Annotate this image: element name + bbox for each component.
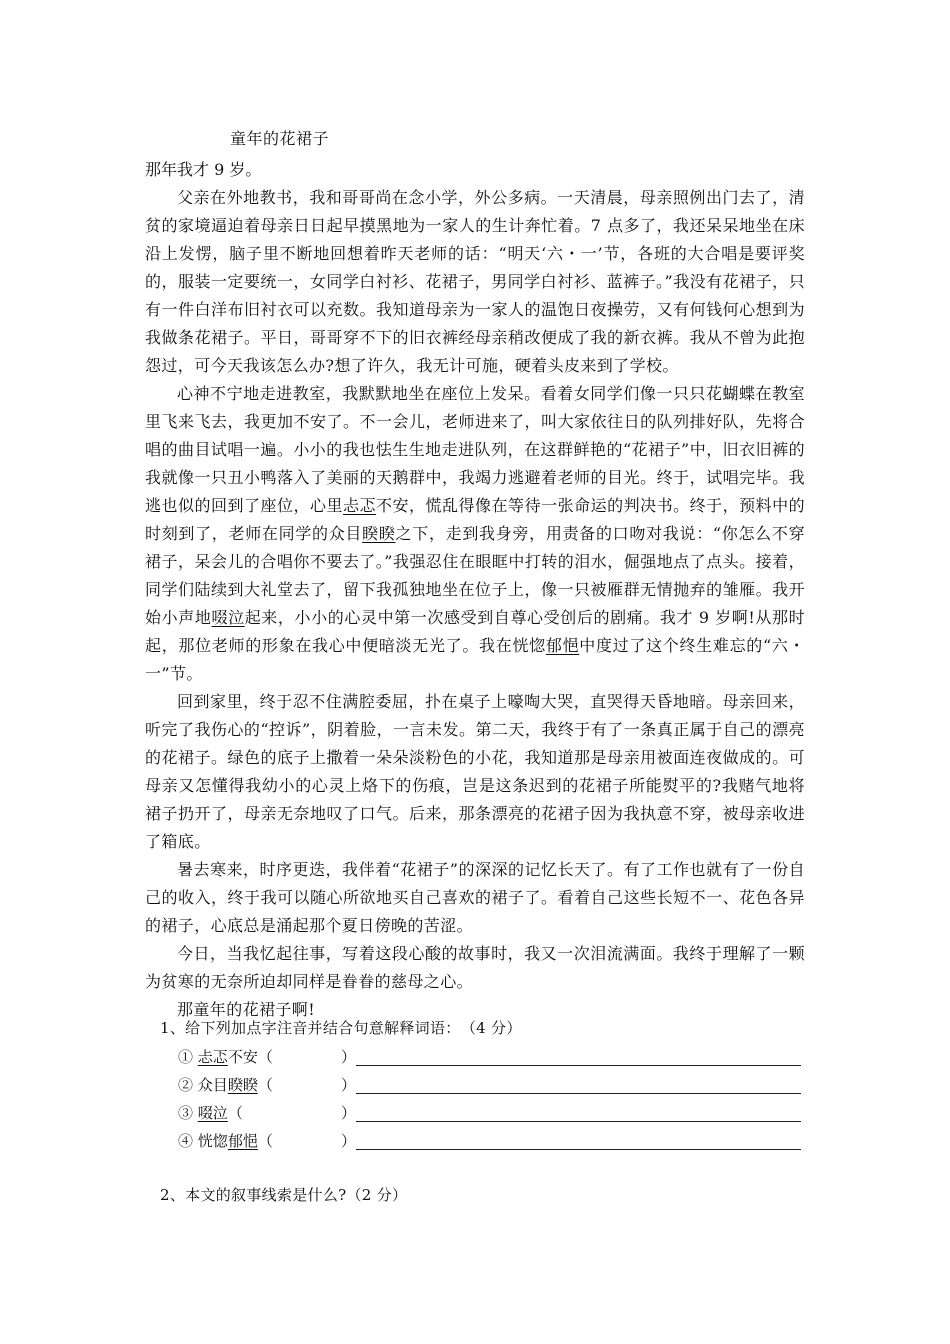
answer-line[interactable] [356, 1149, 801, 1150]
paragraph-text: 父亲在外地教书，我和哥哥尚在念小学，外公多病。一天清晨，母亲照例出门去了，清贫的家境逼迫着母亲日日起早摸黑地为一家人的生计奔忙着。7 点多了，我还呆呆地坐在床沿上发愣，脑子里不断地回想着昨天老师的话：“明天‘六・一’节，各班的大合唱是要评奖的，服装一定要统一，女同学白衬衫、花裙子，男同学白衬衫、蓝裤子。”我没有花裙子，只有一件白洋布旧衬衣可以充数。我知道母亲为一家人的温饱日夜操劳，又有何钱何心想到为我做条花裙子。平日，哥哥穿不下的旧衣裤经母亲稍改便成了我的新衣裤。我从不曾为此抱怨过，可今天我该怎么办?想了许久，我无计可施，硬着头皮来到了学校。 [145, 188, 805, 375]
article-paragraph [145, 380, 805, 688]
answer-line[interactable] [356, 1093, 801, 1094]
paragraph-text: 暑去寒来，时序更迭，我伴着“花裙子”的深深的记忆长天了。有了工作也就有了一份自己的收入，终于我可以随心所欲地买自己喜欢的裙子了。看着自己这些长短不一、花色各异的裙子，心底总是涌起那个夏日傍晚的苦涩。 [145, 860, 805, 935]
close-paren: ） [341, 1132, 357, 1150]
article-paragraph [145, 688, 805, 856]
dotted-word: 忐忑 [197, 1048, 228, 1066]
answer-line[interactable] [356, 1065, 801, 1066]
dotted-word: 啜泣 [197, 1104, 228, 1122]
opening-line: 那年我才 9 岁。 [145, 160, 262, 179]
underlined-word: 睽睽 [362, 524, 396, 543]
article-paragraph [145, 184, 805, 380]
paragraph-text: 回到家里，终于忍不住满腔委屈，扑在桌子上嚎啕大哭，直哭得天昏地暗。母亲回来，听完了我伤心的“控诉”，阴着脸，一言未发。第二天，我终于有了一条真正属于自己的漂亮的花裙子。绿色的底子上撒着一朵朵淡粉色的小花，我知道那是母亲用被面连夜做成的。可母亲又怎懂得我幼小的心灵上烙下的伤痕，岂是这条迟到的花裙子所能熨平的?我赌气地将裙子扔开了，母亲无奈地叹了口气。后来，那条漂亮的花裙子因为我执意不穿，被母亲收进了箱底。 [145, 692, 805, 851]
article-paragraph [145, 940, 805, 996]
paragraph-text: 起来，小小的心灵中第一次感受到自尊心受创后的剧痛。我才 9 岁啊!从那时起，那位老师的形象在我心中便暗淡无光了。我在恍惚 [145, 608, 806, 655]
dotted-word: 睽睽 [227, 1076, 258, 1094]
q1-item-label: ② 众目睽睽（ [178, 1076, 273, 1094]
q1-item-label: ① 忐忑不安（ [178, 1048, 273, 1066]
underlined-word: 郁悒 [545, 636, 580, 655]
q1-item-label: ④ 恍惚郁悒（ [178, 1132, 273, 1150]
q1-item-label: ③ 啜泣（ [178, 1104, 243, 1122]
paragraph-text: 心神不宁地走进教室，我默默地坐在座位上发呆。看着女同学们像一只只花蝴蝶在教室里飞来飞去，我更加不安了。不一会儿，老师进来了，叫大家依往日的队列排好队，先将合唱的曲目试唱一遍。小小的我也怯生生地走进队列，在这群鲜艳的“花裙子”中，旧衣旧裤的我就像一只丑小鸭落入了美丽的天鹅群中，我竭力逃避着老师的目光。终于，试唱完毕。我逃也似的回到了座位，心里 [145, 384, 805, 515]
question-1: 1、给下列加点字注音并结合句意解释词语： （4 分） [160, 1019, 522, 1037]
paragraph-text: 那童年的花裙子啊! [177, 1000, 316, 1019]
paragraph-text: 今日，当我忆起往事，写着这段心酸的故事时，我又一次泪流满面。我终于理解了一颗为贫寒的无奈所迫却同样是眷眷的慈母之心。 [145, 944, 805, 991]
underlined-word: 啜泣 [211, 608, 245, 627]
underlined-word: 忐忑 [343, 496, 377, 515]
answer-line[interactable] [356, 1121, 801, 1122]
paragraph-text: 之下，走到我身旁，用责备的口吻对我说：“你怎么不穿裙子，呆会儿的合唱你不要去了。”我强忍住在眼眶中打转的泪水，倔强地点了点头。接着，同学们陆续到大礼堂去了，留下我孤独地坐在位子上，像一只被雁群无情抛弃的雏雁。我开始小声地 [145, 524, 805, 627]
question-2: 2、本文的叙事线索是什么?（2 分） [160, 1186, 408, 1204]
article-paragraph [145, 856, 805, 940]
paragraph-text: 不安，慌乱得像在等待一张命运的判决书。终于，预料中的时刻到了，老师在同学的众目 [145, 496, 805, 543]
article-title: 童年的花裙子 [230, 129, 330, 148]
q1-item-1 [178, 1043, 803, 1071]
dotted-word: 郁悒 [227, 1132, 258, 1150]
q1-item-4 [178, 1127, 803, 1155]
q1-item-3 [178, 1099, 803, 1127]
close-paren: ） [341, 1104, 357, 1122]
paragraph-text: 中度过了这个终生难忘的“六・一”节。 [145, 636, 805, 683]
close-paren: ） [341, 1076, 357, 1094]
close-paren: ） [341, 1048, 357, 1066]
article-body [145, 184, 805, 1024]
q1-item-2 [178, 1071, 803, 1099]
